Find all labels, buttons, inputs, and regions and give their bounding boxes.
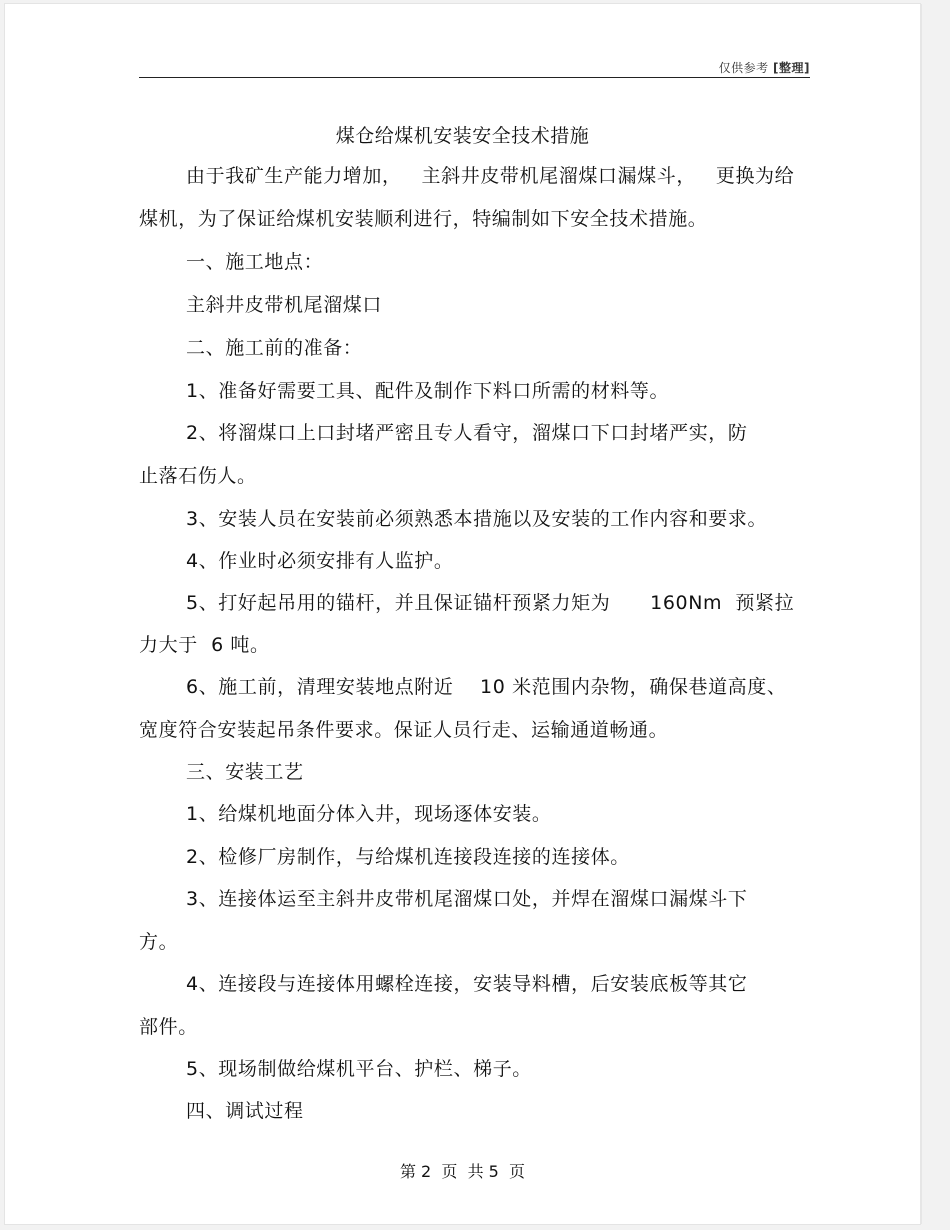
paragraph-line: 主斜井皮带机尾溜煤口 (186, 294, 383, 316)
page-footer: 第 2 页 共 5 页 (399, 1162, 526, 1181)
list-item-continuation: 力大于 6 吨。 (139, 634, 270, 656)
list-item: 1、准备好需要工具、配件及制作下料口所需的材料等。 (186, 380, 670, 402)
list-item: 4、作业时必须安排有人监护。 (186, 550, 454, 572)
list-item: 5、打好起吊用的锚杆，并且保证锚杆预紧力矩为 160Nm 预紧拉 (186, 592, 795, 614)
header-note: 仅供参考 (718, 61, 769, 75)
document-page (5, 4, 920, 1224)
header-rule (139, 77, 810, 78)
section-heading: 四、调试过程 (186, 1100, 304, 1122)
list-item: 3、连接体运至主斜井皮带机尾溜煤口处，并焊在溜煤口漏煤斗下 (186, 888, 748, 910)
section-heading: 三、安装工艺 (186, 761, 304, 783)
document-title: 煤仓给煤机安装安全技术措施 (335, 125, 590, 147)
header-tag: [整理] (773, 61, 810, 75)
page-header (719, 59, 810, 76)
list-item: 1、给煤机地面分体入井，现场逐体安装。 (186, 803, 552, 825)
list-item: 4、连接段与连接体用螺栓连接，安装导料槽，后安装底板等其它 (186, 973, 748, 995)
paragraph-line: 由于我矿生产能力增加， 主斜井皮带机尾溜煤口漏煤斗， 更换为给 (186, 165, 795, 187)
list-item: 6、施工前，清理安装地点附近 10 米范围内杂物，确保巷道高度、 (186, 676, 787, 698)
list-item-continuation: 宽度符合安装起吊条件要求。保证人员行走、运输通道畅通。 (139, 719, 669, 741)
list-item: 3、安装人员在安装前必须熟悉本措施以及安装的工作内容和要求。 (186, 508, 768, 530)
list-item: 2、检修厂房制作，与给煤机连接段连接的连接体。 (186, 846, 630, 868)
section-heading: 二、施工前的准备： (186, 337, 363, 359)
section-heading: 一、施工地点： (186, 251, 324, 273)
list-item: 5、现场制做给煤机平台、护栏、梯子。 (186, 1058, 532, 1080)
list-item-continuation: 方。 (139, 931, 179, 953)
list-item-continuation: 部件。 (139, 1016, 198, 1038)
list-item-continuation: 止落石伤人。 (139, 465, 257, 487)
list-item: 2、将溜煤口上口封堵严密且专人看守，溜煤口下口封堵严实，防 (186, 422, 748, 444)
paragraph-line: 煤机，为了保证给煤机安装顺利进行，特编制如下安全技术措施。 (139, 208, 708, 230)
